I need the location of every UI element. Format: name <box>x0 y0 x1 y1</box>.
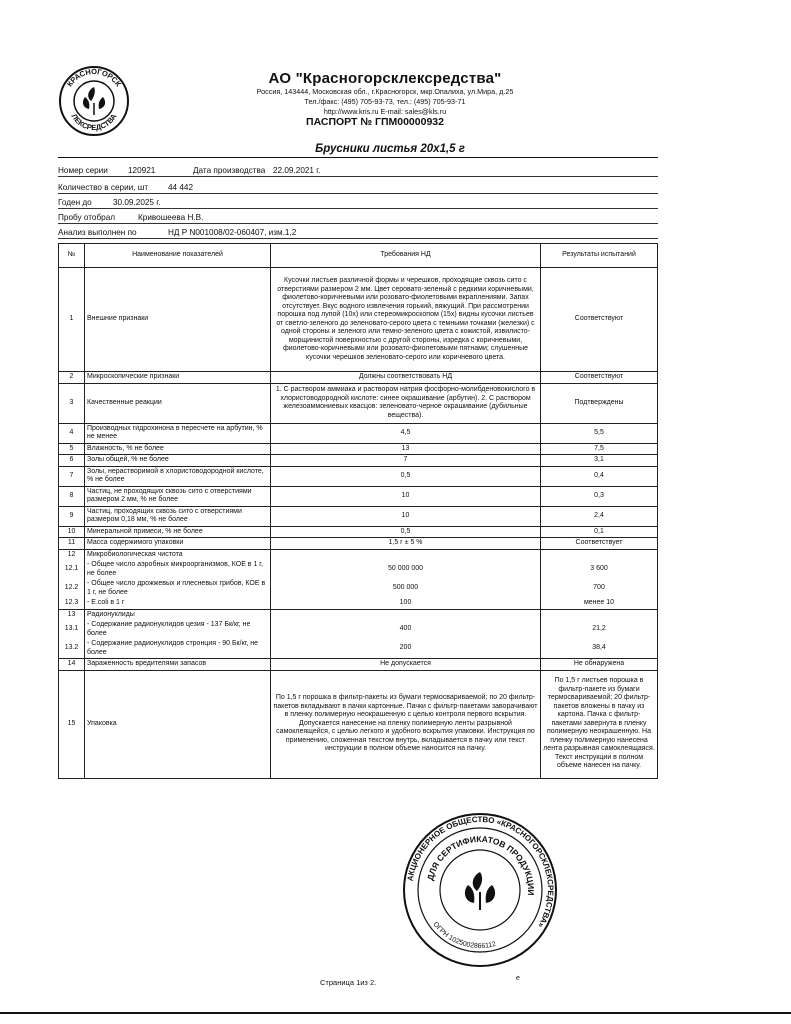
row-num: 11 <box>59 538 85 550</box>
stamp-ogrn-text: ОГРН 1025002866112 <box>431 920 497 951</box>
quantity-value: 44 442 <box>168 183 194 192</box>
bottom-border <box>0 1012 791 1014</box>
row-result: 3,1 <box>541 455 658 467</box>
logo-text-bottom: ЛЕКСРЕДСТВА <box>69 112 119 133</box>
expiry-label: Годен до <box>58 198 92 207</box>
table-row <box>59 268 658 372</box>
table-row-radio-title <box>59 609 658 620</box>
table-row <box>59 372 658 384</box>
company-name: АО "Красногорсклексредства" <box>268 70 502 87</box>
table-row <box>59 659 658 671</box>
row-num: 1 <box>59 268 85 372</box>
company-phone: Тел./факс: (495) 705-93-73, тел.: (495) 705-93-71 <box>304 97 466 106</box>
row-num: 2 <box>59 372 85 384</box>
row-num: 15 <box>59 670 85 778</box>
stamp-inner-text: ДЛЯ СЕРТИФИКАТОВ ПРОДУКЦИИ <box>424 833 537 896</box>
row-requirement: 500 000 <box>271 579 541 598</box>
table-row <box>59 443 658 455</box>
row-result: 21,2 <box>541 620 658 639</box>
passport-title: ПАСПОРТ № ГПМ00000932 <box>306 116 444 128</box>
row-num: 13.2 <box>59 639 85 659</box>
row-requirement: 4,5 <box>271 423 541 443</box>
table-row <box>59 639 658 659</box>
row-name: Масса содержимого упаковки <box>85 538 271 550</box>
row-result: менее 10 <box>541 598 658 609</box>
row-name: Радионуклиды <box>85 609 271 620</box>
row-num: 12 <box>59 549 85 560</box>
row-name: Качественные реакции <box>85 383 271 423</box>
row-num: 5 <box>59 443 85 455</box>
row-name: Микробиологическая чистота <box>85 549 271 560</box>
stamp-outer-text: АКЦИОНЕРНОЕ ОБЩЕСТВО «КРАСНОГОРСКЛЕКСРЕДСТВА» <box>405 814 556 930</box>
row-result: 3 600 <box>541 560 658 579</box>
production-date-value: 22.09.2021 г. <box>273 166 321 175</box>
row-result: Соответствует <box>541 538 658 550</box>
table-row <box>59 560 658 579</box>
sampled-by-label: Пробу отобрал <box>58 213 116 222</box>
row-name: Золы, нерастворимой в хлористоводородной кислоте, % не более <box>85 466 271 486</box>
svg-text:ОГРН 1025002866112 <box>431 921 496 950</box>
table-row <box>59 466 658 486</box>
production-date-label: Дата производства <box>193 166 266 175</box>
row-num: 10 <box>59 526 85 538</box>
table-row <box>59 579 658 598</box>
header-name: Наименование показателей <box>85 244 271 268</box>
row-result: Соответствуют <box>541 372 658 384</box>
row-result: 0,1 <box>541 526 658 538</box>
title-divider <box>58 157 658 158</box>
row-name: - Содержание радионуклидов стронция - 90 Бк/кг, не более <box>85 639 271 659</box>
info-row-expiry <box>58 195 658 209</box>
table-row <box>59 383 658 423</box>
row-requirement: 0,5 <box>271 466 541 486</box>
row-name: Минеральной примеси, % не более <box>85 526 271 538</box>
row-requirement: 1. С раствором аммиака и раствором натрия фосфорно-молибденовокислого в хлористоводородной кислоте: синее окрашивание (арбутин). 2. С раствором железоаммониевых квасцов: зеленовато-черное окрашивание (дубильные вещества). <box>271 383 541 423</box>
row-result: 0,4 <box>541 466 658 486</box>
row-requirement: 0,5 <box>271 526 541 538</box>
row-result: Подтверждены <box>541 383 658 423</box>
row-requirement: По 1,5 г порошка в фильтр-пакеты из бумаги термосвариваемой; по 20 фильтр-пакетов вкладывают в пачки картонные. Пачки с фильтр-пакетами заворачивают в пленку полимерную неокрашенную с целью контроля первого вскрытия. Допускается нанесение на пленку полимерную ленты разрывной самоклеящейся, с целью легкого и удобного вскрытия упаковки. Инструкция по применению, сложенная текстом внутрь, вкладывается в пачку или текст инструкции в полном объеме наносится на пачку. <box>271 670 541 778</box>
row-num: 12.3 <box>59 598 85 609</box>
row-num: 7 <box>59 466 85 486</box>
stamp-leaves-icon <box>465 872 495 910</box>
table-row <box>59 506 658 526</box>
row-num: 4 <box>59 423 85 443</box>
row-name: Упаковка <box>85 670 271 778</box>
row-num: 8 <box>59 486 85 506</box>
row-name: Влажность, % не более <box>85 443 271 455</box>
row-result: По 1,5 г листьев порошка в фильтр-пакете из бумаги термосвариваемой; 20 фильтр-пакетов вложены в пачку из картона. Пачка с фильтр-пакетами завернута в пленку полимерную неокрашенную. На пленку полимерную нанесена лента разрывная самоклеящаяся. Текст инструкции в полном объеме нанесен на пачку. <box>541 670 658 778</box>
row-requirement: 13 <box>271 443 541 455</box>
row-num: 13.1 <box>59 620 85 639</box>
expiry-value: 30.09.2025 г. <box>113 198 161 207</box>
info-row-series <box>58 163 658 177</box>
row-num: 9 <box>59 506 85 526</box>
spec-table <box>58 243 658 779</box>
row-result: 2,4 <box>541 506 658 526</box>
row-num: 12.1 <box>59 560 85 579</box>
company-logo <box>58 65 130 137</box>
row-result: Соответствуют <box>541 268 658 372</box>
row-requirement: Кусочки листьев различной формы и черешков, проходящие сквозь сито с отверстиями размером 2 мм. Цвет серовато-зеленый с редкими коричневыми, фиолетово-коричневыми или розовато-фиолетовыми вкраплениями. Запах отсутствует. Вкус водного извлечения горький, вяжущий. При рассмотрении порошка под лупой (10х) или стереомикроскопом (15х) видны кусочки листьев от светло-зеленого до зеленовато-серого цвета с темными точками (железки) с одной стороны и зеленого или темно-зеленого цвета с кожистой, извилисто-морщинистой поверхностью с другой стороны, изредка с коричневыми, фиолетово-коричневыми или розовато-фиолетовыми пятнами; слушенные кусочки черешков зеленовато-серого или коричневого цвета. <box>271 268 541 372</box>
row-requirement: 10 <box>271 486 541 506</box>
row-result: 7,5 <box>541 443 658 455</box>
row-name: Золы общей, % не более <box>85 455 271 467</box>
company-stamp <box>402 812 558 968</box>
table-row <box>59 423 658 443</box>
table-row <box>59 455 658 467</box>
table-row <box>59 598 658 609</box>
company-address: Россия, 143444, Московская обл., г.Красногорск, мкр.Опалиха, ул.Мира, д.25 <box>256 87 514 96</box>
row-num: 14 <box>59 659 85 671</box>
quantity-label: Количество в серии, шт <box>58 183 149 192</box>
row-requirement: 400 <box>271 620 541 639</box>
table-header-row <box>59 244 658 268</box>
header-result: Результаты испытаний <box>541 244 658 268</box>
info-row-analysis <box>58 225 658 239</box>
table-row <box>59 486 658 506</box>
row-num: 6 <box>59 455 85 467</box>
row-requirement: Должны соответствовать НД <box>271 372 541 384</box>
series-value: 120921 <box>128 166 156 175</box>
table-row <box>59 538 658 550</box>
table-row-micro-title <box>59 549 658 560</box>
table-row <box>59 670 658 778</box>
row-requirement: 50 000 000 <box>271 560 541 579</box>
row-name: - Общее число дрожжевых и плесневых грибов, КОЕ в 1 г, не более <box>85 579 271 598</box>
row-result: 700 <box>541 579 658 598</box>
row-name: Частиц, проходящих сквозь сито с отверстиями размером 0,18 мм, % не более <box>85 506 271 526</box>
row-name: - Содержание радионуклидов цезия - 137 Бк/кг, не более <box>85 620 271 639</box>
table-row <box>59 620 658 639</box>
company-web-email: http://www.kris.ru E-mail: sales@kls.ru <box>323 107 447 116</box>
header-num: № <box>59 244 85 268</box>
row-result: Не обнаружена <box>541 659 658 671</box>
footer-mark: е <box>516 975 520 982</box>
row-requirement: Не допускается <box>271 659 541 671</box>
header-requirement: Требования НД <box>271 244 541 268</box>
row-name: Частиц, не проходящих сквозь сито с отверстиями размером 2 мм, % не более <box>85 486 271 506</box>
analysis-value: НД Р N001008/02-060407, изм.1,2 <box>168 228 297 237</box>
company-header <box>200 70 570 117</box>
row-result: 38,4 <box>541 639 658 659</box>
row-name: Микроскопические признаки <box>85 372 271 384</box>
row-result: 0,3 <box>541 486 658 506</box>
sampled-by-value: Кривошеева Н.В. <box>138 213 204 222</box>
info-row-quantity <box>58 180 658 194</box>
row-requirement: 100 <box>271 598 541 609</box>
series-label: Номер серии <box>58 166 108 175</box>
info-row-sampled-by <box>58 210 658 224</box>
analysis-label: Анализ выполнен по <box>58 228 137 237</box>
row-name: Зараженность вредителями запасов <box>85 659 271 671</box>
page-number: Страница 1из 2. <box>320 978 377 987</box>
row-num: 13 <box>59 609 85 620</box>
row-num: 12.2 <box>59 579 85 598</box>
row-requirement: 200 <box>271 639 541 659</box>
logo-text-top: КРАСНОГОРСК <box>65 67 123 89</box>
row-requirement: 7 <box>271 455 541 467</box>
row-result: 5,5 <box>541 423 658 443</box>
row-num: 3 <box>59 383 85 423</box>
row-name: Внешние признаки <box>85 268 271 372</box>
row-requirement: 1,5 г ± 5 % <box>271 538 541 550</box>
svg-text:КРАСНОГОРСК <box>65 67 123 89</box>
row-name: - E.coli в 1 г <box>85 598 271 609</box>
row-name: Производных гидрохинона в пересчете на арбутин, % не менее <box>85 423 271 443</box>
table-row <box>59 526 658 538</box>
row-name: - Общее число аэробных микроорганизмов, КОЕ в 1 г, не более <box>85 560 271 579</box>
row-requirement: 10 <box>271 506 541 526</box>
product-title: Брусники листья 20х1,5 г <box>315 143 465 155</box>
